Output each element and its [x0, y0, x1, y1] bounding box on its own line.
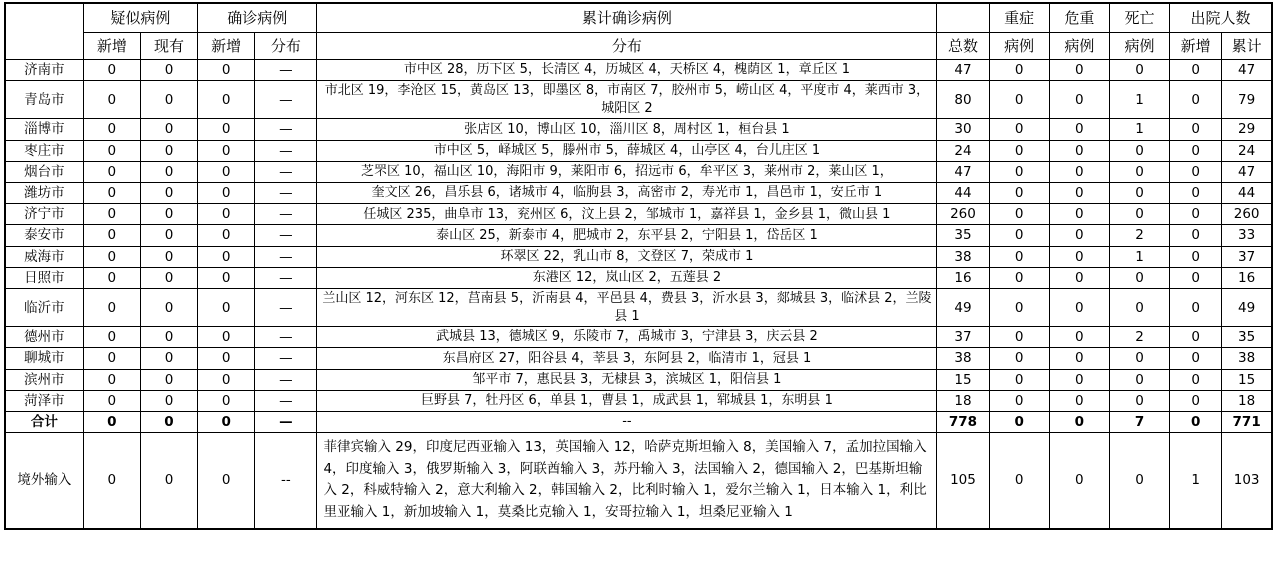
cell-critical: 0: [1049, 204, 1109, 225]
cell-critical: 0: [1049, 182, 1109, 203]
header-cumulative-total-spacer: [937, 3, 989, 33]
cell-death: 2: [1109, 225, 1169, 246]
cell-total: 44: [937, 182, 989, 203]
cell-suspected-new: 0: [83, 246, 140, 267]
cell-critical: 0: [1049, 369, 1109, 390]
cell-discharged-new: 0: [1170, 119, 1222, 140]
cell-city: 聊城市: [5, 348, 83, 369]
cell-critical: 0: [1049, 81, 1109, 119]
cell-confirmed-distribution: —: [255, 119, 317, 140]
cell-total: 47: [937, 161, 989, 182]
corner-cell: [5, 3, 83, 33]
cell-severe: 0: [989, 119, 1049, 140]
header-severe: 重症: [989, 3, 1049, 33]
cell-suspected-existing: 0: [140, 225, 197, 246]
cell-discharged-cumulative: 260: [1222, 204, 1272, 225]
table-row: [5, 119, 1272, 140]
cell-discharged-cumulative: 771: [1222, 412, 1272, 433]
cell-city: 菏泽市: [5, 390, 83, 411]
cell-total: 30: [937, 119, 989, 140]
cell-suspected-new: 0: [83, 119, 140, 140]
cell-confirmed-new: 0: [198, 225, 255, 246]
cell-city: 青岛市: [5, 81, 83, 119]
table-row: [5, 204, 1272, 225]
cell-suspected-existing: 0: [140, 140, 197, 161]
cell-discharged-new: 0: [1170, 182, 1222, 203]
cell-total: 24: [937, 140, 989, 161]
cell-suspected-new: 0: [83, 433, 140, 529]
table-body: [5, 60, 1272, 529]
cell-discharged-cumulative: 18: [1222, 390, 1272, 411]
cell-critical: 0: [1049, 327, 1109, 348]
cell-suspected-existing: 0: [140, 412, 197, 433]
subheader-confirmed-new: 新增: [198, 33, 255, 60]
cell-confirmed-new: 0: [198, 348, 255, 369]
cell-suspected-new: 0: [83, 348, 140, 369]
table-row: [5, 60, 1272, 81]
subheader-suspected-existing: 现有: [140, 33, 197, 60]
cell-confirmed-new: 0: [198, 119, 255, 140]
cell-confirmed-distribution: —: [255, 289, 317, 327]
cell-confirmed-new: 0: [198, 246, 255, 267]
cell-cumulative-distribution: 兰山区 12，河东区 12，莒南县 5，沂南县 4，平邑县 4，费县 3，沂水县 3，郯城县 3，临沭县 2，兰陵县 1: [317, 289, 937, 327]
header-confirmed: 确诊病例: [198, 3, 317, 33]
cell-severe: 0: [989, 412, 1049, 433]
cell-discharged-cumulative: 49: [1222, 289, 1272, 327]
table-row: [5, 390, 1272, 411]
cell-suspected-existing: 0: [140, 267, 197, 288]
cell-total: 47: [937, 60, 989, 81]
cell-cumulative-distribution: 环翠区 22，乳山市 8，文登区 7，荣成市 1: [317, 246, 937, 267]
cell-death: 0: [1109, 369, 1169, 390]
cell-critical: 0: [1049, 348, 1109, 369]
cell-cumulative-distribution: 张店区 10，博山区 10，淄川区 8，周村区 1，桓台县 1: [317, 119, 937, 140]
cell-confirmed-distribution: —: [255, 267, 317, 288]
table-row: [5, 327, 1272, 348]
cell-discharged-cumulative: 24: [1222, 140, 1272, 161]
cell-suspected-existing: 0: [140, 289, 197, 327]
table-row: [5, 140, 1272, 161]
cell-suspected-existing: 0: [140, 246, 197, 267]
cell-city: 烟台市: [5, 161, 83, 182]
cell-confirmed-new: 0: [198, 81, 255, 119]
cell-discharged-cumulative: 33: [1222, 225, 1272, 246]
cell-severe: 0: [989, 225, 1049, 246]
cell-severe: 0: [989, 161, 1049, 182]
cell-cumulative-distribution: 芝罘区 10，福山区 10，海阳市 9，莱阳市 6，招远市 6，牟平区 3，莱州市 2，莱山区 1，: [317, 161, 937, 182]
cell-discharged-new: 0: [1170, 369, 1222, 390]
cell-cumulative-distribution: 巨野县 7，牡丹区 6，单县 1，曹县 1，成武县 1，郓城县 1，东明县 1: [317, 390, 937, 411]
cell-confirmed-distribution: —: [255, 327, 317, 348]
header-row-sub: [5, 33, 1272, 60]
cell-discharged-cumulative: 47: [1222, 161, 1272, 182]
cell-cumulative-distribution: --: [317, 412, 937, 433]
cell-critical: 0: [1049, 225, 1109, 246]
cell-city: 滨州市: [5, 369, 83, 390]
cell-severe: 0: [989, 246, 1049, 267]
cell-severe: 0: [989, 204, 1049, 225]
cell-suspected-new: 0: [83, 81, 140, 119]
cell-critical: 0: [1049, 289, 1109, 327]
epidemic-statistics-table: [4, 2, 1273, 530]
subheader-severe-cases: 病例: [989, 33, 1049, 60]
cell-confirmed-distribution: —: [255, 369, 317, 390]
cell-confirmed-new: 0: [198, 327, 255, 348]
cell-discharged-new: 0: [1170, 204, 1222, 225]
table-row: [5, 433, 1272, 529]
cell-discharged-new: 0: [1170, 161, 1222, 182]
cell-death: 0: [1109, 390, 1169, 411]
cell-critical: 0: [1049, 161, 1109, 182]
cell-discharged-cumulative: 38: [1222, 348, 1272, 369]
cell-cumulative-distribution: 邹平市 7，惠民县 3，无棣县 3，滨城区 1，阳信县 1: [317, 369, 937, 390]
cell-suspected-new: 0: [83, 60, 140, 81]
cell-critical: 0: [1049, 246, 1109, 267]
cell-severe: 0: [989, 390, 1049, 411]
cell-confirmed-new: 0: [198, 140, 255, 161]
cell-discharged-cumulative: 79: [1222, 81, 1272, 119]
cell-confirmed-new: 0: [198, 161, 255, 182]
header-row-top: [5, 3, 1272, 33]
cell-critical: 0: [1049, 412, 1109, 433]
cell-suspected-existing: 0: [140, 369, 197, 390]
cell-total: 105: [937, 433, 989, 529]
cell-total: 49: [937, 289, 989, 327]
table-row: [5, 246, 1272, 267]
cell-suspected-new: 0: [83, 225, 140, 246]
cell-severe: 0: [989, 289, 1049, 327]
cell-city: 济宁市: [5, 204, 83, 225]
cell-confirmed-new: 0: [198, 267, 255, 288]
cell-suspected-existing: 0: [140, 81, 197, 119]
cell-suspected-new: 0: [83, 161, 140, 182]
cell-discharged-cumulative: 37: [1222, 246, 1272, 267]
cell-city: 淄博市: [5, 119, 83, 140]
table-row: [5, 161, 1272, 182]
cell-critical: 0: [1049, 433, 1109, 529]
cell-critical: 0: [1049, 60, 1109, 81]
cell-city: 合计: [5, 412, 83, 433]
cell-cumulative-distribution: 泰山区 25，新泰市 4，肥城市 2，东平县 2，宁阳县 1，岱岳区 1: [317, 225, 937, 246]
cell-city: 日照市: [5, 267, 83, 288]
cell-confirmed-distribution: —: [255, 412, 317, 433]
table-row: [5, 267, 1272, 288]
cell-critical: 0: [1049, 140, 1109, 161]
subheader-cumulative-distribution: 分布: [317, 33, 937, 60]
cell-total: 260: [937, 204, 989, 225]
cell-discharged-new: 0: [1170, 60, 1222, 81]
cell-suspected-existing: 0: [140, 348, 197, 369]
cell-critical: 0: [1049, 267, 1109, 288]
cell-total: 35: [937, 225, 989, 246]
cell-death: 0: [1109, 204, 1169, 225]
cell-suspected-existing: 0: [140, 182, 197, 203]
cell-death: 1: [1109, 119, 1169, 140]
subheader-discharged-cumulative: 累计: [1222, 33, 1272, 60]
cell-confirmed-distribution: --: [255, 433, 317, 529]
cell-discharged-new: 0: [1170, 225, 1222, 246]
cell-death: 2: [1109, 327, 1169, 348]
cell-suspected-new: 0: [83, 289, 140, 327]
cell-total: 38: [937, 246, 989, 267]
cell-total: 16: [937, 267, 989, 288]
subheader-death-cases: 病例: [1109, 33, 1169, 60]
cell-cumulative-distribution: 菲律宾输入 29，印度尼西亚输入 13，英国输入 12，哈萨克斯坦输入 8，美国输入 7，孟加拉国输入 4，印度输入 3，俄罗斯输入 3，阿联酋输入 3，苏丹输入 3，法国输入 2，德国输入 2，巴基斯坦输入 2，科威特输入 2，意大利输入 2，韩国输入 2，比利时输入 1，爱尔兰输入 1，日本输入 1，利比里亚输入 1，新加坡输入 1，莫桑比克输入 1，安哥拉输入 1，坦桑尼亚输入 1: [317, 433, 937, 529]
cell-severe: 0: [989, 369, 1049, 390]
cell-confirmed-new: 0: [198, 182, 255, 203]
cell-confirmed-distribution: —: [255, 81, 317, 119]
cell-city: 泰安市: [5, 225, 83, 246]
cell-discharged-cumulative: 47: [1222, 60, 1272, 81]
cell-confirmed-new: 0: [198, 289, 255, 327]
cell-discharged-new: 1: [1170, 433, 1222, 529]
cell-confirmed-new: 0: [198, 412, 255, 433]
cell-discharged-new: 0: [1170, 81, 1222, 119]
cell-suspected-new: 0: [83, 390, 140, 411]
cell-confirmed-distribution: —: [255, 204, 317, 225]
cell-death: 0: [1109, 348, 1169, 369]
cell-confirmed-distribution: —: [255, 60, 317, 81]
cell-total: 778: [937, 412, 989, 433]
subheader-confirmed-distribution: 分布: [255, 33, 317, 60]
table-row: [5, 348, 1272, 369]
cell-suspected-existing: 0: [140, 60, 197, 81]
table-row: [5, 81, 1272, 119]
header-critical: 危重: [1049, 3, 1109, 33]
cell-discharged-cumulative: 15: [1222, 369, 1272, 390]
cell-total: 38: [937, 348, 989, 369]
cell-suspected-existing: 0: [140, 327, 197, 348]
cell-suspected-existing: 0: [140, 433, 197, 529]
cell-severe: 0: [989, 60, 1049, 81]
table-row: [5, 289, 1272, 327]
cell-critical: 0: [1049, 390, 1109, 411]
cell-confirmed-new: 0: [198, 390, 255, 411]
subheader-discharged-new: 新增: [1170, 33, 1222, 60]
cell-suspected-existing: 0: [140, 119, 197, 140]
cell-severe: 0: [989, 348, 1049, 369]
cell-suspected-existing: 0: [140, 161, 197, 182]
cell-discharged-cumulative: 16: [1222, 267, 1272, 288]
cell-suspected-new: 0: [83, 182, 140, 203]
cell-death: 0: [1109, 433, 1169, 529]
table-row: [5, 182, 1272, 203]
cell-city: 德州市: [5, 327, 83, 348]
cell-death: 7: [1109, 412, 1169, 433]
cell-discharged-cumulative: 103: [1222, 433, 1272, 529]
cell-cumulative-distribution: 奎文区 26，昌乐县 6，诸城市 4，临朐县 3，高密市 2，寿光市 1，昌邑市 1，安丘市 1: [317, 182, 937, 203]
cell-suspected-new: 0: [83, 412, 140, 433]
subheader-total: 总数: [937, 33, 989, 60]
cell-discharged-new: 0: [1170, 140, 1222, 161]
corner-cell-2: [5, 33, 83, 60]
cell-cumulative-distribution: 市中区 5，峄城区 5，滕州市 5，薛城区 4，山亭区 4，台儿庄区 1: [317, 140, 937, 161]
cell-confirmed-distribution: —: [255, 140, 317, 161]
cell-cumulative-distribution: 任城区 235，曲阜市 13，兖州区 6，汶上县 2，邹城市 1，嘉祥县 1，金乡县 1，微山县 1: [317, 204, 937, 225]
cell-death: 0: [1109, 267, 1169, 288]
cell-severe: 0: [989, 327, 1049, 348]
cell-total: 80: [937, 81, 989, 119]
cell-discharged-new: 0: [1170, 267, 1222, 288]
cell-discharged-new: 0: [1170, 412, 1222, 433]
cell-death: 0: [1109, 182, 1169, 203]
header-cumulative-confirmed: 累计确诊病例: [317, 3, 937, 33]
cell-confirmed-distribution: —: [255, 182, 317, 203]
cell-death: 0: [1109, 161, 1169, 182]
cell-suspected-existing: 0: [140, 390, 197, 411]
cell-severe: 0: [989, 182, 1049, 203]
table-header: [5, 3, 1272, 60]
cell-confirmed-distribution: —: [255, 225, 317, 246]
cell-total: 15: [937, 369, 989, 390]
cell-total: 37: [937, 327, 989, 348]
table-row: [5, 225, 1272, 246]
cell-total: 18: [937, 390, 989, 411]
cell-confirmed-distribution: —: [255, 348, 317, 369]
cell-death: 0: [1109, 289, 1169, 327]
cell-city: 潍坊市: [5, 182, 83, 203]
cell-cumulative-distribution: 武城县 13，德城区 9，乐陵市 7，禹城市 3，宁津县 3，庆云县 2: [317, 327, 937, 348]
cell-confirmed-distribution: —: [255, 390, 317, 411]
cell-confirmed-distribution: —: [255, 246, 317, 267]
cell-severe: 0: [989, 267, 1049, 288]
cell-death: 0: [1109, 140, 1169, 161]
subheader-suspected-new: 新增: [83, 33, 140, 60]
cell-confirmed-new: 0: [198, 433, 255, 529]
cell-cumulative-distribution: 市北区 19，李沧区 15，黄岛区 13，即墨区 8，市南区 7，胶州市 5，崂山区 4，平度市 4，莱西市 3，城阳区 2: [317, 81, 937, 119]
cell-discharged-cumulative: 44: [1222, 182, 1272, 203]
subheader-critical-cases: 病例: [1049, 33, 1109, 60]
cell-severe: 0: [989, 81, 1049, 119]
cell-discharged-cumulative: 35: [1222, 327, 1272, 348]
cell-suspected-new: 0: [83, 327, 140, 348]
cell-severe: 0: [989, 140, 1049, 161]
cell-discharged-new: 0: [1170, 289, 1222, 327]
header-discharged: 出院人数: [1170, 3, 1272, 33]
cell-cumulative-distribution: 东昌府区 27，阳谷县 4，莘县 3，东阿县 2，临清市 1，冠县 1: [317, 348, 937, 369]
cell-city: 威海市: [5, 246, 83, 267]
cell-confirmed-new: 0: [198, 60, 255, 81]
cell-suspected-existing: 0: [140, 204, 197, 225]
cell-discharged-cumulative: 29: [1222, 119, 1272, 140]
cell-death: 0: [1109, 60, 1169, 81]
cell-discharged-new: 0: [1170, 390, 1222, 411]
table-row: [5, 369, 1272, 390]
cell-confirmed-new: 0: [198, 369, 255, 390]
header-death: 死亡: [1109, 3, 1169, 33]
cell-discharged-new: 0: [1170, 348, 1222, 369]
cell-death: 1: [1109, 246, 1169, 267]
cell-confirmed-new: 0: [198, 204, 255, 225]
cell-suspected-new: 0: [83, 204, 140, 225]
epidemic-table-sheet: [0, 2, 1279, 563]
cell-city: 境外输入: [5, 433, 83, 529]
cell-discharged-new: 0: [1170, 246, 1222, 267]
cell-cumulative-distribution: 东港区 12，岚山区 2，五莲县 2: [317, 267, 937, 288]
cell-city: 枣庄市: [5, 140, 83, 161]
cell-city: 济南市: [5, 60, 83, 81]
cell-suspected-new: 0: [83, 369, 140, 390]
cell-critical: 0: [1049, 119, 1109, 140]
cell-city: 临沂市: [5, 289, 83, 327]
cell-discharged-new: 0: [1170, 327, 1222, 348]
table-row: [5, 412, 1272, 433]
cell-severe: 0: [989, 433, 1049, 529]
cell-death: 1: [1109, 81, 1169, 119]
cell-suspected-new: 0: [83, 140, 140, 161]
cell-cumulative-distribution: 市中区 28，历下区 5，长清区 4，历城区 4，天桥区 4，槐荫区 1，章丘区 1: [317, 60, 937, 81]
cell-confirmed-distribution: —: [255, 161, 317, 182]
header-suspected: 疑似病例: [83, 3, 197, 33]
cell-suspected-new: 0: [83, 267, 140, 288]
